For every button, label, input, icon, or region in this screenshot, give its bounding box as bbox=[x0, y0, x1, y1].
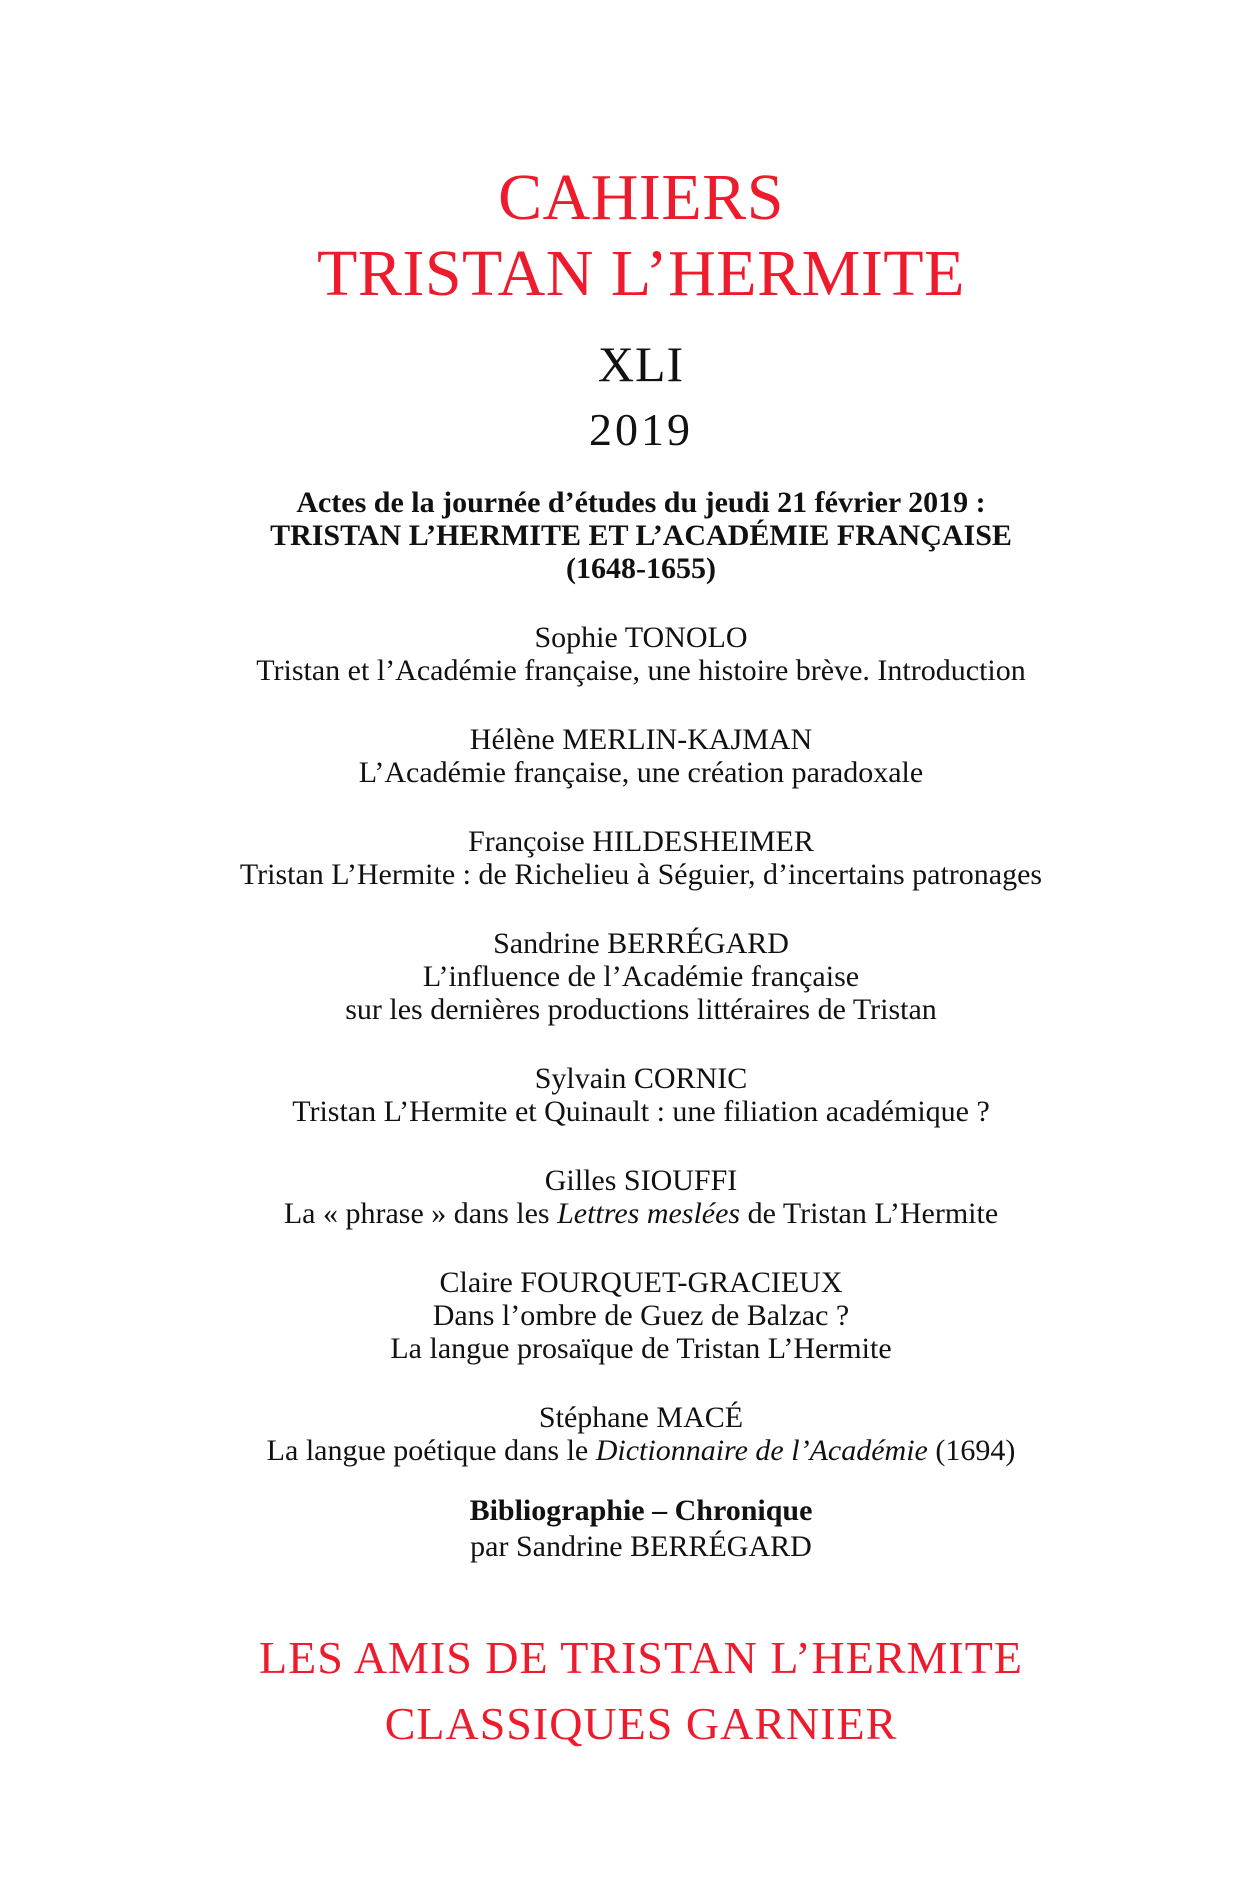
author-name: Françoise HILDESHEIMER bbox=[468, 825, 814, 858]
toc-entry bbox=[22, 1401, 1260, 1467]
bibliography-heading: Bibliographie – Chronique bbox=[469, 1494, 813, 1527]
author-name: Sylvain CORNIC bbox=[534, 1062, 748, 1095]
publisher-block bbox=[22, 1625, 1260, 1757]
toc-entry bbox=[22, 1266, 1260, 1365]
bibliography-byline: par Sandrine BERRÉGARD bbox=[470, 1530, 812, 1563]
publisher-name: CLASSIQUES GARNIER bbox=[384, 1698, 898, 1749]
toc-entry bbox=[22, 927, 1260, 1026]
work-title-line: L’influence de l’Académie française bbox=[422, 960, 860, 993]
bibliography-section bbox=[22, 1493, 1260, 1565]
work-title-line: Tristan L’Hermite : de Richelieu à Séguier, d’incertains patronages bbox=[239, 858, 1043, 891]
work-title-line: La langue poétique dans le Dictionnaire de l’Académie (1694) bbox=[266, 1434, 1016, 1467]
author-name: Sophie TONOLO bbox=[534, 621, 748, 654]
table-of-contents bbox=[22, 621, 1260, 1467]
work-title-line: Tristan et l’Académie française, une histoire brève. Introduction bbox=[256, 654, 1026, 687]
series-title-line-1: CAHIERS bbox=[498, 161, 784, 234]
conference-heading-line-3: (1648-1655) bbox=[566, 552, 716, 585]
toc-entry bbox=[22, 825, 1260, 891]
volume-number: XLI bbox=[597, 336, 685, 392]
author-name: Stéphane MACÉ bbox=[538, 1401, 744, 1434]
series-title-line-2: TRISTAN L’HERMITE bbox=[317, 237, 965, 310]
author-name: Hélène MERLIN-KAJMAN bbox=[469, 723, 813, 756]
work-title-line: L’Académie française, une création paradoxale bbox=[358, 756, 924, 789]
society-name: LES AMIS DE TRISTAN L’HERMITE bbox=[259, 1632, 1023, 1683]
work-title-line: sur les dernières productions littéraires de Tristan bbox=[345, 993, 937, 1026]
conference-heading-line-1: Actes de la journée d’études du jeudi 21 février 2019 : bbox=[296, 486, 986, 519]
toc-entry bbox=[22, 723, 1260, 789]
work-title-line: La « phrase » dans les Lettres meslées de Tristan L’Hermite bbox=[283, 1197, 999, 1230]
conference-heading bbox=[22, 486, 1260, 585]
work-title-line: Dans l’ombre de Guez de Balzac ? bbox=[432, 1299, 850, 1332]
author-name: Gilles SIOUFFI bbox=[544, 1164, 738, 1197]
work-title-line: Tristan L’Hermite et Quinault : une filiation académique ? bbox=[292, 1095, 990, 1128]
work-title-line: La langue prosaïque de Tristan L’Hermite bbox=[390, 1332, 892, 1365]
series-title bbox=[22, 160, 1260, 312]
toc-entry bbox=[22, 1062, 1260, 1128]
toc-entry bbox=[22, 621, 1260, 687]
author-name: Sandrine BERRÉGARD bbox=[493, 927, 789, 960]
publication-year: 2019 bbox=[589, 404, 693, 455]
conference-heading-line-2: TRISTAN L’HERMITE ET L’ACADÉMIE FRANÇAISE bbox=[270, 519, 1012, 552]
author-name: Claire FOURQUET-GRACIEUX bbox=[439, 1266, 843, 1299]
toc-entry bbox=[22, 1164, 1260, 1230]
